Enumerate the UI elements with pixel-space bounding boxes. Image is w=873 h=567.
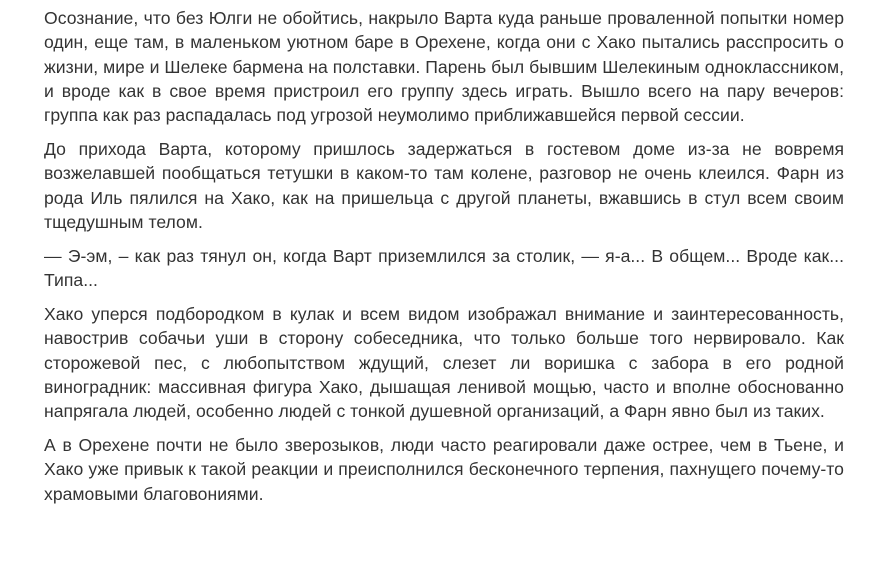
paragraph: — Э-эм, – как раз тянул он, когда Варт приземлился за столик, — я-а... В общем... Вроде как... Типа...: [44, 245, 844, 291]
paragraph: Осознание, что без Юлги не обойтись, накрыло Варта куда раньше проваленной попытки номер один, еще там, в маленьком уютном баре в Орехене, когда они с Хако пытались расспросить о жизни, мире и Шелеке бармена на полставки. Парень был бывшим Шелекиным одноклассником, и вроде как в свое время пристроил его группу здесь играть. Вышло всего на пару вечеров: группа как раз распадалась под угрозой неумолимо приближавшейся первой сессии.: [44, 8, 844, 126]
document-body: [44, 6, 844, 516]
paragraph: Хако уперся подбородком в кулак и всем видом изображал внимание и заинтересованность, навострив собачьи уши в сторону собеседника, что только больше того нервировало. Как сторожевой пес, с любопытством ждущий, слезет ли воришка с забора в его родной виноградник: массивная фигура Хако, дышащая ленивой мощью, часто и вполне обоснованно напрягала людей, особенно людей с тонкой душевной организаций, а Фарн явно был из таких.: [44, 304, 844, 422]
paragraph: А в Орехене почти не было зверозыков, люди часто реагировали даже острее, чем в Тьене, и Хако уже привык к такой реакции и преисполнился бесконечного терпения, пахнущего почему-то храмовыми благовониями.: [44, 435, 844, 504]
paragraph: До прихода Варта, которому пришлось задержаться в гостевом доме из-за не вовремя возжелавшей пообщаться тетушки в каком-то там колене, разговор не очень клеился. Фарн из рода Иль пялился на Хако, как на пришельца с другой планеты, вжавшись в стул всем своим тщедушным телом.: [44, 139, 844, 232]
